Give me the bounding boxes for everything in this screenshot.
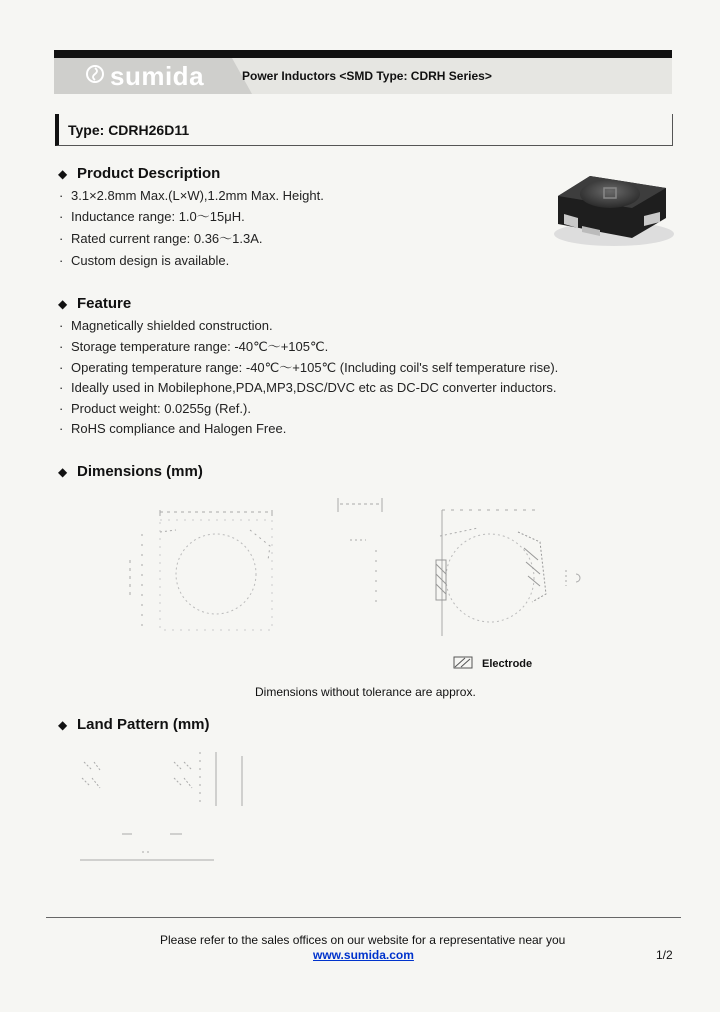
product-description-heading: Product Description	[77, 165, 221, 182]
header-top-bar	[54, 50, 672, 58]
section-diamond-icon: ◆	[58, 465, 68, 479]
section-diamond-icon: ◆	[58, 167, 68, 181]
electrode-label: Electrode	[482, 658, 533, 670]
dimensions-drawing	[120, 490, 600, 650]
land-pattern-drawing	[70, 748, 260, 868]
list-item: · Ideally used in Mobilephone,PDA,MP3,DSC/DVC etc as DC-DC converter inductors.	[59, 380, 557, 395]
list-item: · Storage temperature range: -40℃～+105℃.	[59, 339, 329, 354]
list-item: · Product weight: 0.0255g (Ref.).	[59, 401, 251, 416]
logo-text: sumida	[110, 61, 205, 91]
feature-heading: Feature	[77, 295, 132, 312]
section-diamond-icon: ◆	[58, 297, 68, 311]
type-label: Type: CDRH26D11	[68, 122, 190, 138]
website-link[interactable]: www.sumida.com	[313, 948, 414, 962]
section-diamond-icon: ◆	[58, 718, 68, 732]
dimensions-heading: Dimensions (mm)	[77, 463, 203, 480]
electrode-hatch-icon	[453, 656, 473, 670]
list-item: · Inductance range: 1.0～15μH.	[59, 209, 245, 224]
dimensions-note: Dimensions without tolerance are approx.	[255, 685, 476, 699]
list-item: · Magnetically shielded construction.	[59, 318, 273, 333]
product-photo	[548, 166, 678, 248]
list-item: · 3.1×2.8mm Max.(L×W),1.2mm Max. Height.	[59, 188, 324, 203]
land-pattern-heading: Land Pattern (mm)	[77, 716, 210, 733]
page-number: 1/2	[656, 948, 673, 962]
logo-swirl-icon	[86, 65, 104, 83]
footer-divider	[46, 917, 681, 918]
list-item: · Operating temperature range: -40℃～+105℃ (Including coil's self temperature rise).	[59, 360, 559, 375]
list-item: · Custom design is available.	[59, 253, 230, 268]
header-title: Power Inductors <SMD Type: CDRH Series>	[242, 69, 492, 83]
list-item: · RoHS compliance and Halogen Free.	[59, 421, 287, 436]
list-item: · Rated current range: 0.36～1.3A.	[59, 231, 263, 246]
footer-text: Please refer to the sales offices on our website for a representative near you	[160, 933, 566, 947]
